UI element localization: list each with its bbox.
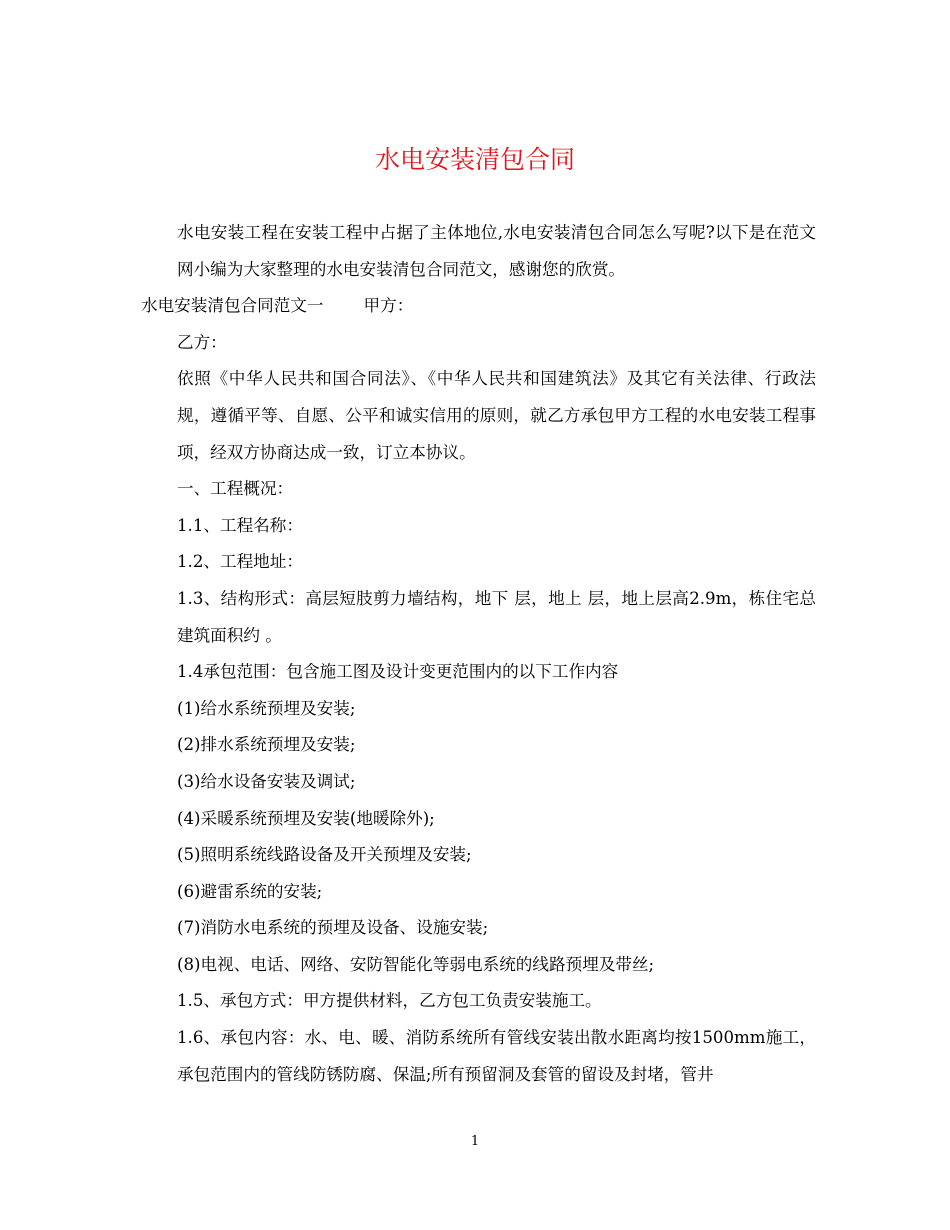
document-body — [141, 215, 816, 1093]
section-heading-line — [141, 288, 816, 325]
party-a-label: 甲方： — [363, 296, 414, 316]
party-b-label: 乙方： — [177, 332, 227, 352]
scope-list-item: (6)避雷系统的安装; — [177, 881, 323, 901]
scope-list-item: (5)照明系统线路设备及开关预埋及安装; — [177, 845, 472, 865]
document-title: 水电安装清包合同 — [374, 145, 575, 174]
contract-content-item: 1.6、承包内容：水、电、暖、消防系统所有管线安装出散水距离均按1500mm施工，承包范围内的管线防锈防腐、保温;所有预留洞及套管的留设及封堵，管井 — [177, 1028, 816, 1084]
page-number: 1 — [470, 1134, 480, 1149]
scope-list-item: (2)排水系统预埋及安装; — [177, 735, 356, 755]
contract-method-item: 1.5、承包方式：甲方提供材料，乙方包工负责安装施工。 — [177, 991, 602, 1011]
scope-list-item: (4)采暖系统预埋及安装(地暖除外); — [177, 808, 435, 828]
basis-paragraph: 依照《中华人民共和国合同法》、《中华人民共和国建筑法》及其它有关法律、行政法规，遵循平等、自愿、公平和诚实信用的原则，就乙方承包甲方工程的水电安装工程事项，经双方协商达成一致，订立本协议。 — [177, 369, 816, 462]
scope-list-item: (3)给水设备安装及调试; — [177, 771, 356, 791]
overview-heading: 一、工程概况： — [177, 479, 294, 499]
structure-item: 1.3、结构形式：高层短肢剪力墙结构，地下 层，地上 层，地上层高2.9m，栋住宅总建筑面积约 。 — [177, 588, 816, 645]
scope-list-item: (1)给水系统预埋及安装; — [177, 698, 356, 718]
project-address-item: 1.2、工程地址： — [177, 552, 303, 572]
scope-list-item: (7)消防水电系统的预埋及设备、设施安装; — [177, 918, 489, 938]
scope-list-item: (8)电视、电话、网络、安防智能化等弱电系统的线路预埋及带丝; — [177, 954, 655, 974]
scope-item: 1.4承包范围：包含施工图及设计变更范围内的以下工作内容 — [177, 662, 619, 682]
section-heading: 水电安装清包合同范文一 — [141, 296, 324, 316]
intro-paragraph: 水电安装工程在安装工程中占据了主体地位,水电安装清包合同怎么写呢?以下是在范文网小编为大家整理的水电安装清包合同范文，感谢您的欣赏。 — [177, 223, 816, 279]
project-name-item: 1.1、工程名称： — [177, 515, 303, 535]
